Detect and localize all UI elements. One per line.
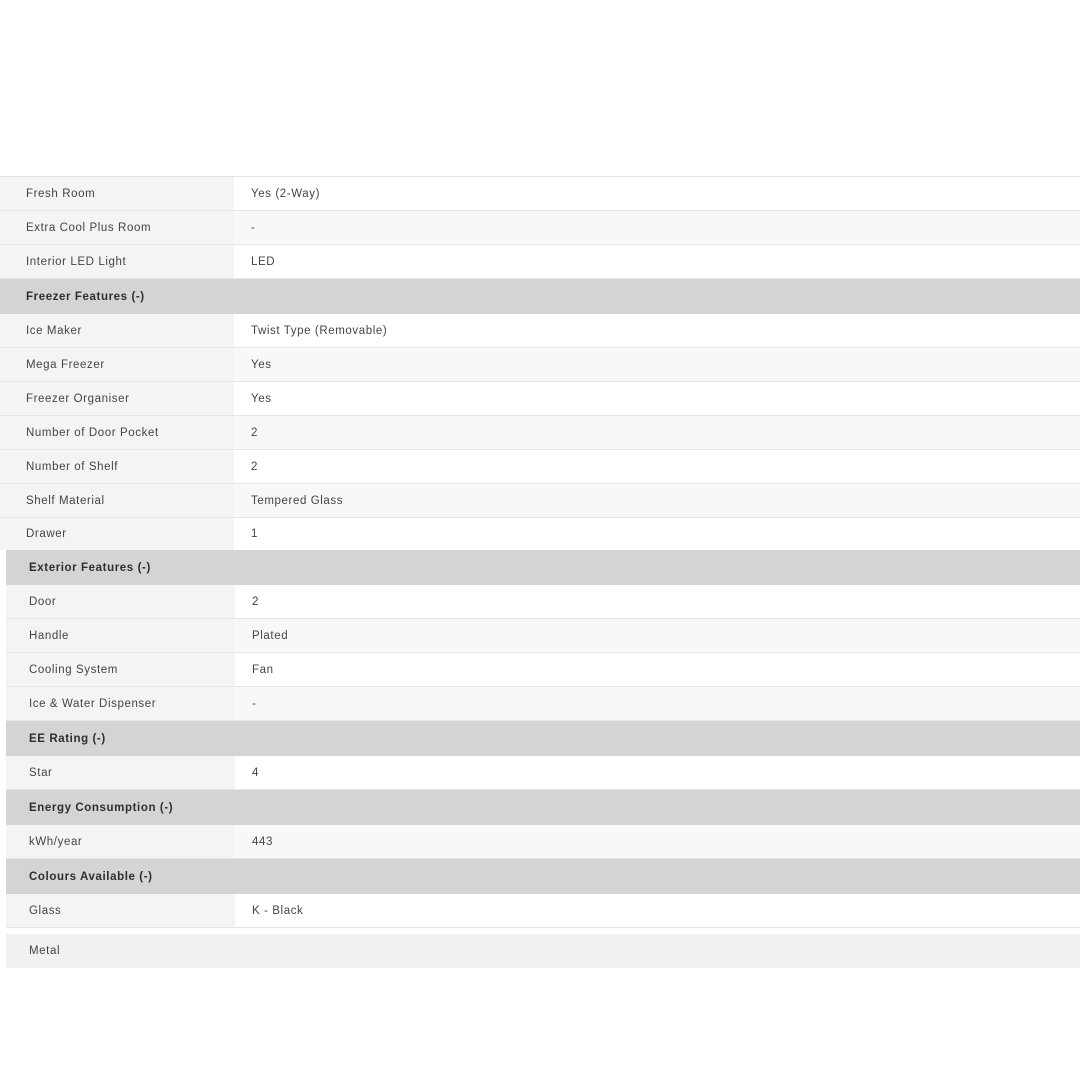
spec-row-shelf-material (0, 484, 1080, 518)
spec-block-refrigerator (0, 177, 1080, 550)
section-header-freezer[interactable]: Freezer Features (-) (0, 279, 1080, 314)
spec-value: 2 (252, 595, 259, 608)
spec-row-star (6, 756, 1080, 790)
spec-value: Yes (251, 392, 272, 405)
spec-value: K - Black (252, 904, 304, 917)
spec-row-ice-maker (0, 314, 1080, 348)
spec-value: Plated (235, 619, 1080, 652)
spec-row-kwh-year (6, 825, 1080, 859)
spec-value: 4 (252, 766, 259, 779)
spec-row-freezer-organiser (0, 382, 1080, 416)
spec-value: - (235, 687, 1080, 720)
spec-label: Glass (6, 894, 235, 927)
section-header-energy-consumption[interactable]: Energy Consumption (-) (6, 790, 1080, 825)
spec-block-exterior (6, 550, 1080, 968)
section-header-ee-rating[interactable]: EE Rating (-) (6, 721, 1080, 756)
spec-label: Ice Maker (0, 314, 234, 347)
spec-row-drawer (0, 518, 1080, 550)
spec-value: Fan (252, 663, 274, 676)
spec-label: Ice & Water Dispenser (6, 687, 235, 720)
spec-label: Extra Cool Plus Room (0, 211, 234, 244)
spec-row-extra-cool-plus-room (0, 211, 1080, 245)
spec-label: kWh/year (6, 825, 235, 858)
spec-label: Interior LED Light (0, 245, 234, 278)
section-header-exterior[interactable]: Exterior Features (-) (6, 550, 1080, 585)
spec-row-number-of-shelf (0, 450, 1080, 484)
spec-value: 2 (234, 416, 1080, 449)
spec-label: Handle (6, 619, 235, 652)
spec-value: Yes (2-Way) (251, 187, 321, 200)
spec-value: Tempered Glass (234, 484, 1080, 517)
spec-value: Yes (234, 348, 1080, 381)
spec-row-door (6, 585, 1080, 619)
spec-value: 2 (251, 460, 258, 473)
spec-value: LED (251, 255, 276, 268)
spec-row-number-of-door-pocket (0, 416, 1080, 450)
spec-row-handle (6, 619, 1080, 653)
spec-row-fresh-room (0, 177, 1080, 211)
table-edge-notch (472, 928, 1080, 934)
spec-table (0, 176, 1080, 968)
spec-value (235, 934, 1080, 968)
spec-value: 443 (235, 825, 1080, 858)
spec-value: 1 (251, 528, 258, 540)
spec-row-mega-freezer (0, 348, 1080, 382)
spec-label: Door (6, 585, 235, 618)
spec-row-ice-water-dispenser (6, 687, 1080, 721)
spec-label: Number of Door Pocket (0, 416, 234, 449)
spec-label: Star (6, 756, 235, 789)
spec-row-glass (6, 894, 1080, 928)
spec-label: Mega Freezer (0, 348, 234, 381)
spec-label: Metal (6, 934, 235, 968)
spec-row-metal (6, 934, 1080, 968)
spec-label: Number of Shelf (0, 450, 234, 483)
spec-value: Twist Type (Removable) (251, 324, 388, 337)
spec-label: Cooling System (6, 653, 235, 686)
spec-row-cooling-system (6, 653, 1080, 687)
spec-row-interior-led-light (0, 245, 1080, 279)
section-header-colours-available[interactable]: Colours Available (-) (6, 859, 1080, 894)
spec-label: Fresh Room (0, 177, 234, 210)
spec-value: - (234, 211, 1080, 244)
spec-label: Drawer (0, 518, 234, 550)
spec-label: Shelf Material (0, 484, 234, 517)
spec-label: Freezer Organiser (0, 382, 234, 415)
